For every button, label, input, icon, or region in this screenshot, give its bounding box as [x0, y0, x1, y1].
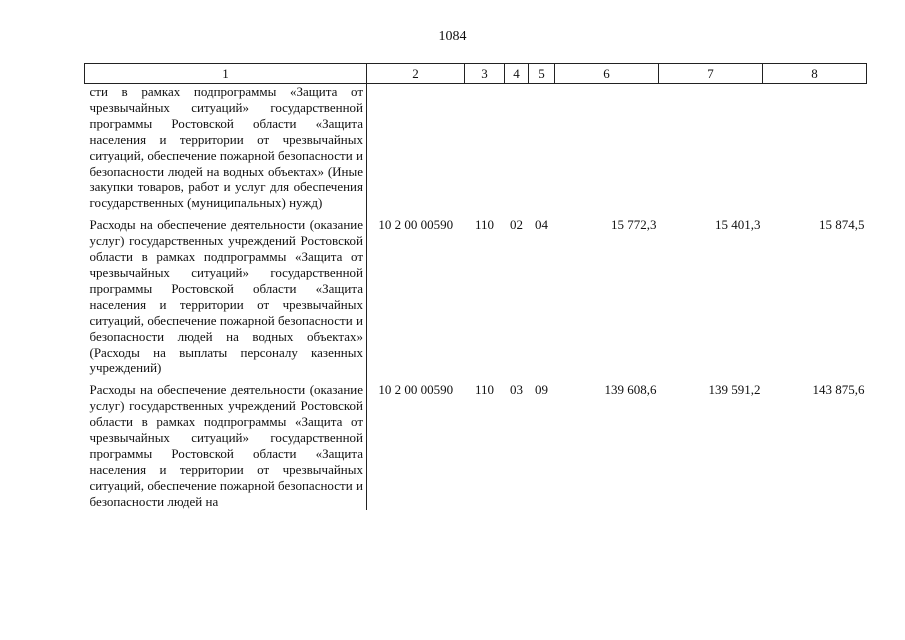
col-header-8: 8: [763, 64, 867, 84]
row-value-2: 139 591,2: [708, 382, 761, 398]
row-subsection: 04: [535, 217, 548, 233]
row-target-code: [367, 84, 465, 212]
col-header-5: 5: [529, 64, 555, 84]
row-value-1: 15 772,3: [611, 217, 657, 233]
col-header-4: 4: [505, 64, 529, 84]
table-row: [85, 211, 867, 376]
row-subsection: [529, 84, 555, 212]
budget-table: [84, 63, 867, 510]
row-expense-type: [465, 84, 505, 212]
col-header-7: 7: [659, 64, 763, 84]
table-header-row: [85, 64, 867, 84]
row-value-1: 139 608,6: [604, 382, 657, 398]
row-expense-type: 110: [474, 217, 495, 233]
row-expense-type: 110: [474, 382, 495, 398]
row-section: 03: [510, 382, 523, 398]
row-section: [505, 84, 529, 212]
row-description: Расходы на обеспечение деятельности (оказание услуг) государственных учреждений Ростовской области в рамках подпрограммы «Защита от чрезвычайных ситуаций» государственной программы Ростовской области «Защита населения и территории от чрезвычайных ситуаций, обеспечение пожарной безопасности и безопасности людей на водных объектах» (Расходы на выплаты персоналу казенных учреждений): [85, 211, 367, 376]
row-value-2: 15 401,3: [715, 217, 761, 233]
table-row: [85, 376, 867, 509]
table-row: [85, 84, 867, 212]
row-target-code: 10 2 00 00590: [378, 382, 454, 398]
row-target-code: 10 2 00 00590: [378, 217, 454, 233]
col-header-6: 6: [555, 64, 659, 84]
col-header-3: 3: [465, 64, 505, 84]
row-subsection: 09: [535, 382, 548, 398]
row-value-3: 143 875,6: [812, 382, 865, 398]
col-header-2: 2: [367, 64, 465, 84]
page-number: 1084: [438, 29, 467, 44]
row-section: 02: [510, 217, 523, 233]
row-description: Расходы на обеспечение деятельности (оказание услуг) государственных учреждений Ростовской области в рамках подпрограммы «Защита от чрезвычайных ситуаций» государственной программы Ростовской области «Защита населения и территории от чрезвычайных ситуаций, обеспечение пожарной безопасности и безопасности людей на: [85, 376, 367, 509]
row-value-3: 15 874,5: [819, 217, 865, 233]
row-value-1: [555, 84, 659, 212]
col-header-1: 1: [85, 64, 367, 84]
row-value-3: [763, 84, 867, 212]
row-description: сти в рамках подпрограммы «Защита от чрезвычайных ситуаций» государственной программы Ростовской области «Защита населения и территории от чрезвычайных ситуаций, обеспечение пожарной безопасности и безопасности людей на водных объектах» (Иные закупки товаров, работ и услуг для обеспечения государственных (муниципальных) нужд): [85, 84, 367, 212]
row-value-2: [659, 84, 763, 212]
